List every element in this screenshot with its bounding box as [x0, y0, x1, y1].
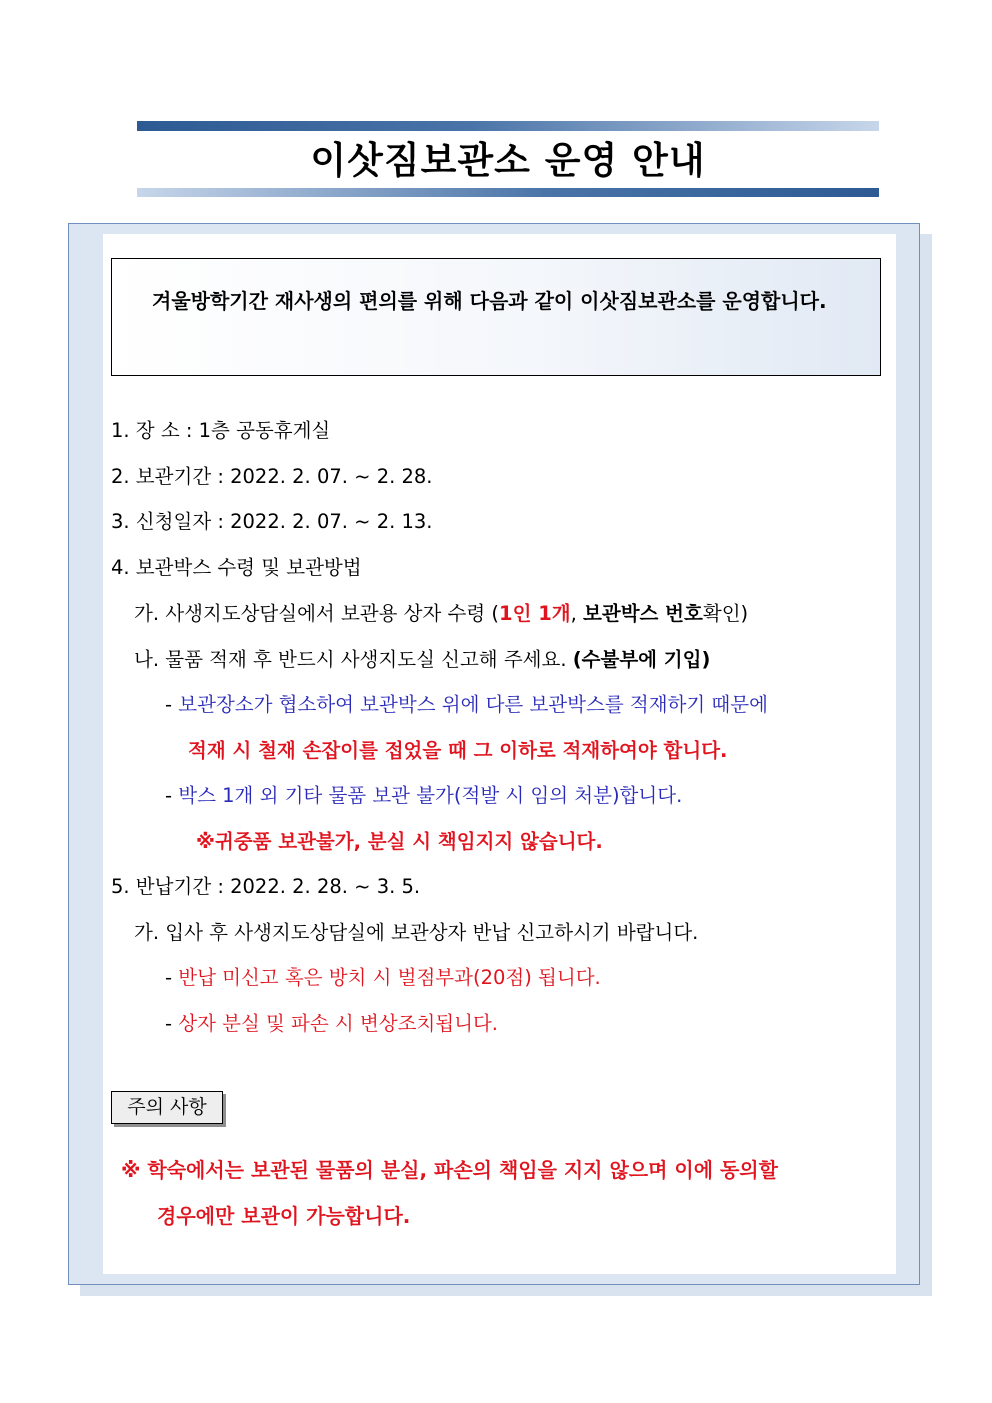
- caution-text: [121, 1147, 881, 1239]
- note-other-items-text: 박스 1개 외 기타 물품 보관 불가(적발 시 임의 처분)합니다.: [178, 784, 683, 807]
- sub-item-report: [134, 645, 710, 675]
- comma: ,: [570, 602, 584, 625]
- note-valuables: ※귀중품 보관불가, 분실 시 책임지지 않습니다.: [196, 830, 603, 853]
- sub-item-return: 가. 입사 후 사생지도상담실에 보관상자 반납 신고하시기 바랍니다.: [134, 921, 699, 944]
- caution-line-1: ※ 학숙에서는 보관된 물품의 분실, 파손의 책임을 지지 않으며 이에 동의할: [121, 1158, 778, 1182]
- note-stacking-text: 보관장소가 협소하여 보관박스 위에 다른 보관박스를 적재하기 때문에: [178, 693, 768, 716]
- content-inner: [103, 234, 896, 1274]
- caution-line-2: 경우에만 보관이 가능합니다.: [157, 1204, 411, 1228]
- item-return-period: 5. 반납기간 : 2022. 2. 28. ~ 3. 5.: [111, 875, 421, 898]
- page-title: 이삿짐보관소 운영 안내: [310, 139, 706, 182]
- item-box-method: 4. 보관박스 수령 및 보관방법: [111, 556, 362, 579]
- note-stacking: [165, 690, 768, 720]
- intro-box: [111, 258, 881, 376]
- dash: -: [165, 966, 179, 989]
- item-storage-period: 2. 보관기간 : 2022. 2. 07. ~ 2. 28.: [111, 465, 433, 488]
- note-compensation: [165, 1009, 498, 1039]
- ledger-note: (수불부에 기입): [572, 648, 711, 671]
- note-stacking-height: 적재 시 철재 손잡이를 접었을 때 그 이하로 적재하여야 합니다.: [188, 739, 728, 762]
- note-penalty: [165, 963, 601, 993]
- note-penalty-text: 반납 미신고 혹은 방치 시 벌점부과(20점) 됩니다.: [178, 966, 601, 989]
- caution-label: 주의 사항: [111, 1091, 223, 1124]
- note-compensation-text: 상자 분실 및 파손 시 변상조치됩니다.: [178, 1012, 498, 1035]
- dash: -: [165, 784, 179, 807]
- confirm-text: 확인): [702, 602, 749, 625]
- sub-item-report-text: 나. 물품 적재 후 반드시 사생지도실 신고해 주세요.: [134, 648, 573, 671]
- title-bar-top: [137, 121, 879, 131]
- title-banner: [137, 121, 879, 198]
- intro-text: 겨울방학기간 재사생의 편의를 위해 다음과 같이 이삿짐보관소를 운영합니다.: [152, 289, 827, 313]
- dash: -: [165, 693, 179, 716]
- item-application-period: 3. 신청일자 : 2022. 2. 07. ~ 2. 13.: [111, 510, 433, 533]
- item-location: 1. 장 소 : 1층 공동휴게실: [111, 419, 331, 442]
- one-per-person: 1인 1개: [499, 602, 571, 625]
- sub-item-receive-text: 가. 사생지도상담실에서 보관용 상자 수령 (: [134, 602, 500, 625]
- note-other-items: [165, 781, 682, 811]
- box-number: 보관박스 번호: [583, 602, 703, 625]
- sub-item-receive-box: [134, 599, 748, 629]
- content-panel: [68, 223, 920, 1285]
- title-bar-bottom: [137, 188, 879, 197]
- dash: -: [165, 1012, 179, 1035]
